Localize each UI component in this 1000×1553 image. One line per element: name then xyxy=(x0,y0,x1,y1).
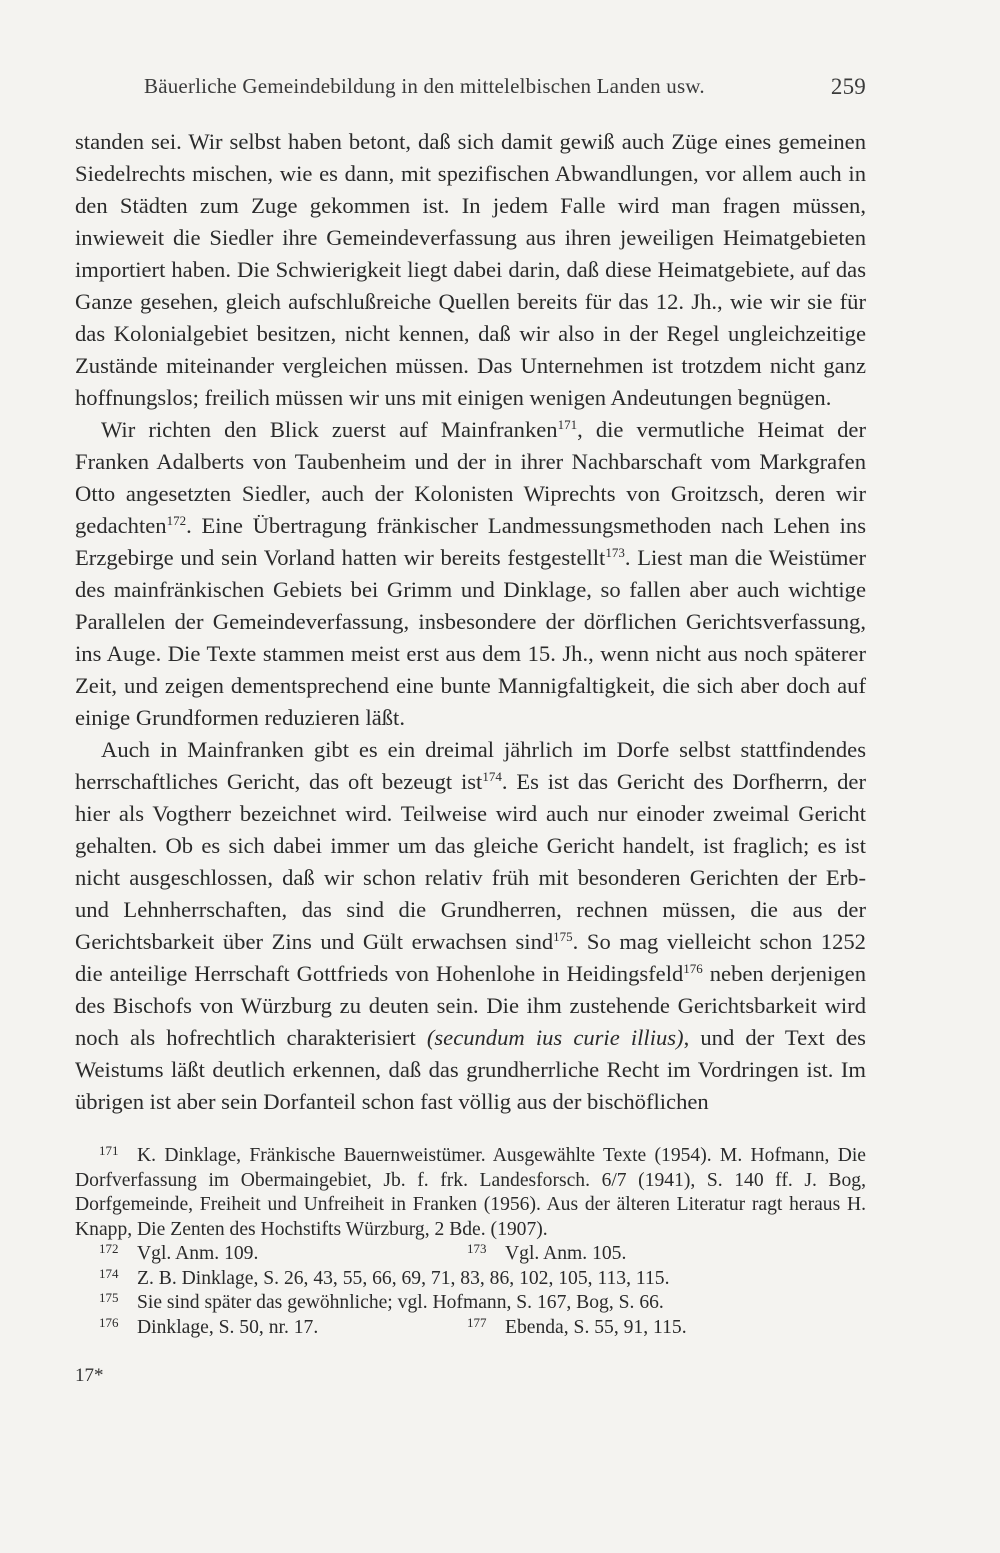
p2-text-c: . Eine Übertragung fränkischer Landmessungsmethoden nach Lehen ins Erzgebirge und sein Vorland hatten wir bereits festgestellt xyxy=(75,513,866,570)
footnote-ref-172: 172 xyxy=(166,513,187,528)
p2-text-a: Wir richten den Blick zuerst auf Mainfranken xyxy=(101,417,558,442)
page-number: 259 xyxy=(830,74,866,99)
main-text xyxy=(75,126,866,1118)
footnote-text: Sie sind später das gewöhnliche; vgl. Hofmann, S. 167, Bog, S. 66. xyxy=(137,1292,664,1313)
p3-text-a: Auch in Mainfranken gibt es ein dreimal jährlich im Dorfe selbst stattfindendes herrschaftliches Gericht, das oft bezeugt ist xyxy=(75,737,866,794)
footnote-175: 175 Sie sind später das gewöhnliche; vgl. Hofmann, S. 167, Bog, S. 66. xyxy=(99,1290,664,1313)
footnote-ref-175: 175 xyxy=(553,929,573,944)
footnote-177: 177 Ebenda, S. 55, 91, 115. xyxy=(467,1314,687,1338)
footnote-171: 171 K. Dinklage, Fränkische Bauernweistümer. Ausgewählte Texte (1954). M. Hofmann, Die Dorfverfassung im Obermaingebiet, Jb. f. frk. Landesforsch. 6/7 (1941), S. 140 ff. J. Bog, Dorfgemeinde, Freiheit und Unfreiheit in Franken (1956). Aus der älteren Literatur ragt heraus H. Knapp, Die Zenten des Hochstifts Würzburg, 2 Bde. (1907). xyxy=(75,1143,866,1240)
p2-text-d: . Liest man die Weistümer des mainfränkischen Gebiets bei Grimm und Dinklage, so fallen aber auch wichtige Parallelen der Gemeindeverfassung, insbesondere der dörflichen Gerichtsverfassung, ins Auge. Die Texte stammen meist erst aus dem 15. Jh., wenn nicht aus noch späterer Zeit, und zeigen dementsprechend eine bunte Mannigfaltigkeit, die sich aber doch auf einige Grundformen reduzieren läßt. xyxy=(75,545,867,730)
p3-text-b: . Es ist das Gericht des Dorfherrn, der hier als Vogtherr bezeichnet wird. Teilweise wird auch nur einoder zweimal Gericht gehalten. Ob es sich dabei immer um das gleiche Gericht handelt, ist fraglich; es ist nicht ausgeschlossen, daß wir schon relativ früh mit besonderen Gerichten der Erb- und Lehnherrschaften, das sind die Grundherren, rechnen müssen, die aus der Gerichtsbarkeit über Zins und Gült erwachsen sind xyxy=(75,769,866,954)
footnote-ref-174: 174 xyxy=(482,769,502,784)
footnote-176: 176 Dinklage, S. 50, nr. 17. xyxy=(99,1314,319,1338)
paragraph-2 xyxy=(75,414,866,734)
p3-italic-latin: (secundum ius curie illius) xyxy=(426,1025,684,1050)
printer-signature: 17* xyxy=(75,1365,104,1386)
footnote-text: Vgl. Anm. 109. xyxy=(137,1243,259,1264)
footnote-172: 172 Vgl. Anm. 109. xyxy=(99,1241,259,1264)
p3-text-e: , und der Text des Weistums läßt deutlich erkennen, daß das grundherrliche Recht im Vordringen ist. Im übrigen ist aber sein Dorfanteil schon fast völlig aus der bischöflichen xyxy=(75,1025,866,1114)
paragraph-1: standen sei. Wir selbst haben betont, daß sich damit gewiß auch Züge eines gemeinen Siedelrechts mischen, wie es dann, mit spezifischen Abwandlungen, vor allem auch in den Städten zum Zuge gekommen ist. In jedem Falle wird man fragen müssen, inwieweit die Siedler ihre Gemeindeverfassung aus ihren jeweiligen Heimatgebieten importiert haben. Die Schwierigkeit liegt dabei darin, daß diese Heimatgebiete, auf das Ganze gesehen, gleich aufschlußreiche Quellen bereits für das 12. Jh., wie wir sie für das Kolonialgebiet besitzen, nicht kennen, daß wir also in der Regel ungleichzeitige Zustände miteinander vergleichen müssen. Das Unternehmen ist trotzdem nicht ganz hoffnungslos; freilich müssen wir uns mit einigen wenigen Andeutungen begnügen. xyxy=(75,129,866,410)
footnote-text: Vgl. Anm. 105. xyxy=(505,1243,627,1264)
running-header xyxy=(144,74,866,104)
footnotes xyxy=(75,1144,866,1340)
footnote-ref-171: 171 xyxy=(557,417,578,432)
footnote-ref-173: 173 xyxy=(605,545,625,560)
paragraph-3 xyxy=(75,734,866,1118)
footnote-ref-176: 176 xyxy=(683,961,703,976)
footnote-174: 174 Z. B. Dinklage, S. 26, 43, 55, 66, 69, 71, 83, 86, 102, 105, 113, 115. xyxy=(99,1265,670,1289)
running-title: Bäuerliche Gemeindebildung in den mittelelbischen Landen usw. xyxy=(144,74,705,98)
p3-text-d: neben derjenigen des Bischofs von Würzburg zu deuten sein. Die ihm zustehende Gerichtsbarkeit wird noch als hofrechtlich charakterisiert xyxy=(75,961,866,1050)
footnote-173: 173 Vgl. Anm. 105. xyxy=(467,1241,627,1264)
footnote-text: Ebenda, S. 55, 91, 115. xyxy=(505,1316,687,1338)
footnote-text: Dinklage, S. 50, nr. 17. xyxy=(137,1316,319,1338)
footnote-row-172-173 xyxy=(75,1242,866,1267)
footnote-row-176-177 xyxy=(75,1316,866,1341)
footnote-text: K. Dinklage, Fränkische Bauernweistümer. Ausgewählte Texte (1954). M. Hofmann, Die Dorfverfassung im Obermaingebiet, Jb. f. frk. Landesforsch. 6/7 (1941), S. 140 ff. J. Bog, Dorfgemeinde, Freiheit und Unfreiheit in Franken (1956). Aus der älteren Literatur ragt heraus H. Knapp, Die Zenten des Hochstifts Würzburg, 2 Bde. (1907). xyxy=(75,1145,866,1240)
footnote-text: Z. B. Dinklage, S. 26, 43, 55, 66, 69, 71, 83, 86, 102, 105, 113, 115. xyxy=(137,1267,670,1289)
p3-text-c: . So mag vielleicht schon 1252 die anteilige Herrschaft Gottfrieds von Hohenlohe in Heidingsfeld xyxy=(75,929,866,986)
p2-text-b: , die vermutliche Heimat der Franken Adalberts von Taubenheim und der in ihrer Nachbarschaft vom Markgrafen Otto angesetzten Siedler, auch der Kolonisten Wiprechts von Groitzsch, deren wir gedachten xyxy=(75,417,866,538)
